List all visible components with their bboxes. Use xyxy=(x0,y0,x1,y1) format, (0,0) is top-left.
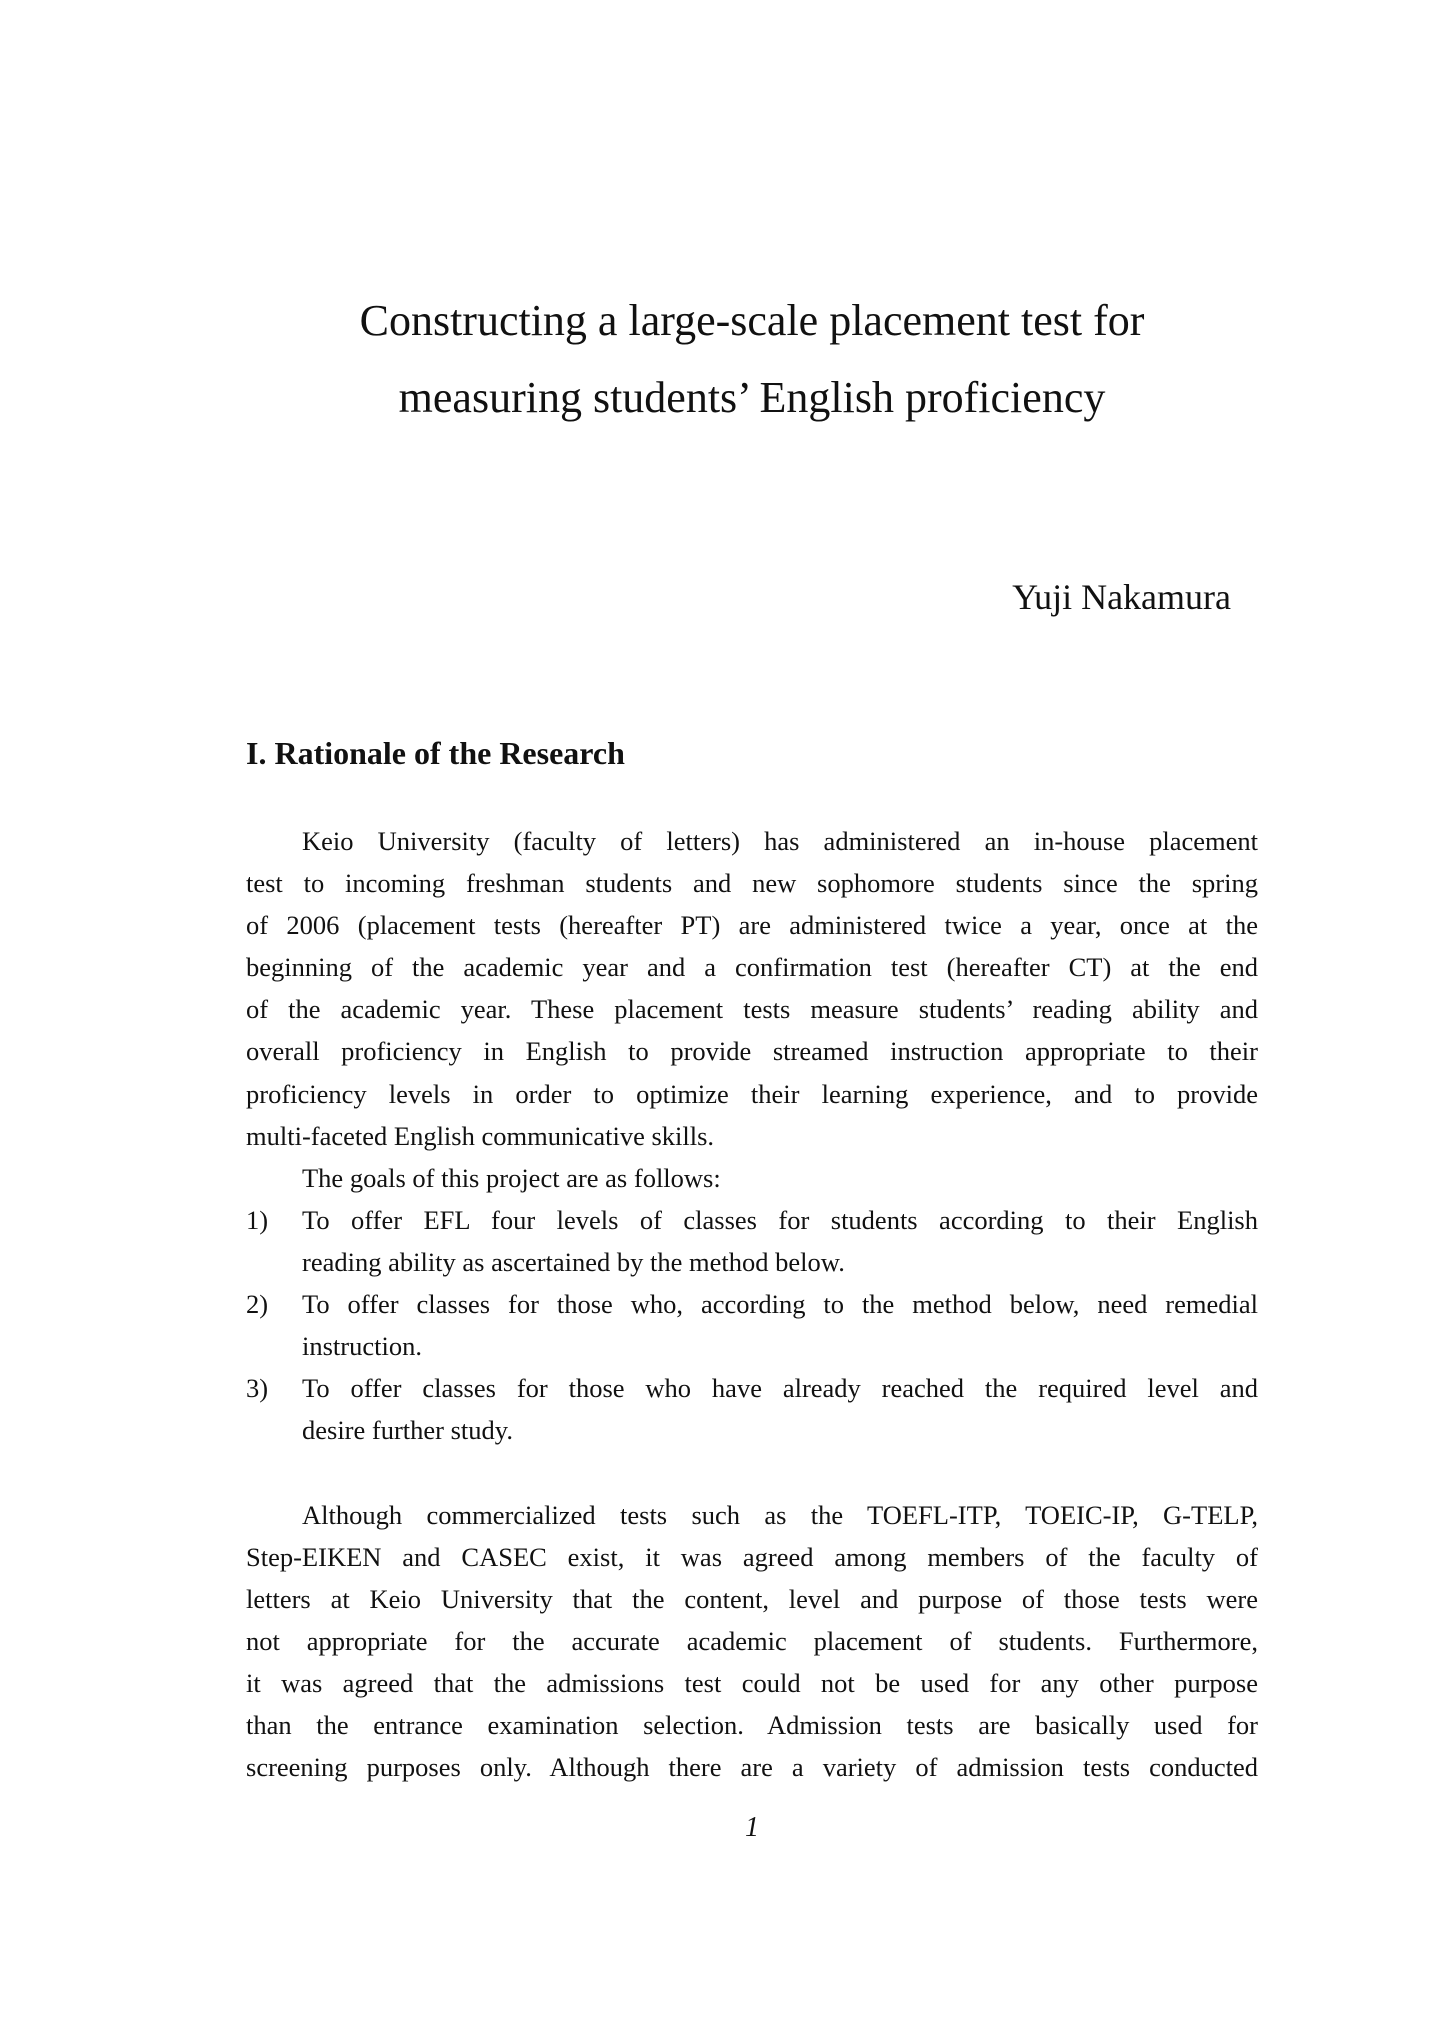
goals-list xyxy=(246,1199,1258,1452)
paragraph-line: screening purposes only. Although there are a variety of admission tests conducted xyxy=(246,1752,1258,1783)
goal-line: desire further study. xyxy=(302,1415,513,1446)
title-line-2: measuring students’ English proficiency xyxy=(398,373,1106,422)
paragraph-line: overall proficiency in English to provide streamed instruction appropriate to their xyxy=(246,1036,1258,1067)
goal-line: To offer classes for those who have already reached the required level and xyxy=(302,1373,1258,1404)
goal-item xyxy=(246,1199,1258,1283)
paragraph-line: it was agreed that the admissions test could not be used for any other purpose xyxy=(246,1667,1258,1698)
paragraph-line: Although commercialized tests such as the TOEFL-ITP, TOEIC-IP, G-TELP, xyxy=(302,1499,1258,1530)
goal-line: To offer EFL four levels of classes for students according to their English xyxy=(302,1204,1258,1235)
author-name: Yuji Nakamura xyxy=(1012,577,1231,617)
goal-line: reading ability as ascertained by the method below. xyxy=(302,1246,845,1277)
paragraph-line: beginning of the academic year and a confirmation test (hereafter CT) at the end xyxy=(246,952,1258,983)
paragraph-line: multi-faceted English communicative skills. xyxy=(246,1120,715,1151)
paragraph-line: not appropriate for the accurate academic placement of students. Furthermore, xyxy=(246,1625,1258,1656)
paragraph-line: of 2006 (placement tests (hereafter PT) are administered twice a year, once at the xyxy=(246,910,1258,941)
title-line-1: Constructing a large-scale placement test for xyxy=(359,296,1145,345)
paragraph-line: letters at Keio University that the content, level and purpose of those tests were xyxy=(246,1583,1258,1614)
section-heading: I. Rationale of the Research xyxy=(246,735,625,771)
paragraph-line: proficiency levels in order to optimize their learning experience, and to provide xyxy=(246,1078,1258,1109)
goal-number: 2) xyxy=(246,1289,269,1320)
body-text xyxy=(246,820,1258,1788)
goal-item xyxy=(246,1367,1258,1451)
paragraph-line: test to incoming freshman students and new sophomore students since the spring xyxy=(246,868,1258,899)
paragraph-line: of the academic year. These placement tests measure students’ reading ability and xyxy=(246,994,1258,1025)
goal-item xyxy=(246,1283,1258,1367)
goal-number: 3) xyxy=(246,1373,269,1404)
paragraph-line: Step-EIKEN and CASEC exist, it was agreed among members of the faculty of xyxy=(246,1541,1258,1572)
paragraph-line: Keio University (faculty of letters) has administered an in-house placement xyxy=(302,826,1258,856)
goal-number: 1) xyxy=(246,1204,269,1235)
paragraph-1 xyxy=(246,820,1258,1157)
goal-line: instruction. xyxy=(302,1331,422,1362)
paper-title xyxy=(0,282,1434,436)
page-number: 1 xyxy=(745,1812,759,1843)
goals-intro: The goals of this project are as follows: xyxy=(302,1162,721,1193)
goal-line: To offer classes for those who, according to the method below, need remedial xyxy=(302,1289,1258,1320)
paragraph-line: than the entrance examination selection. Admission tests are basically used for xyxy=(246,1709,1258,1740)
paragraph-2 xyxy=(246,1494,1258,1789)
